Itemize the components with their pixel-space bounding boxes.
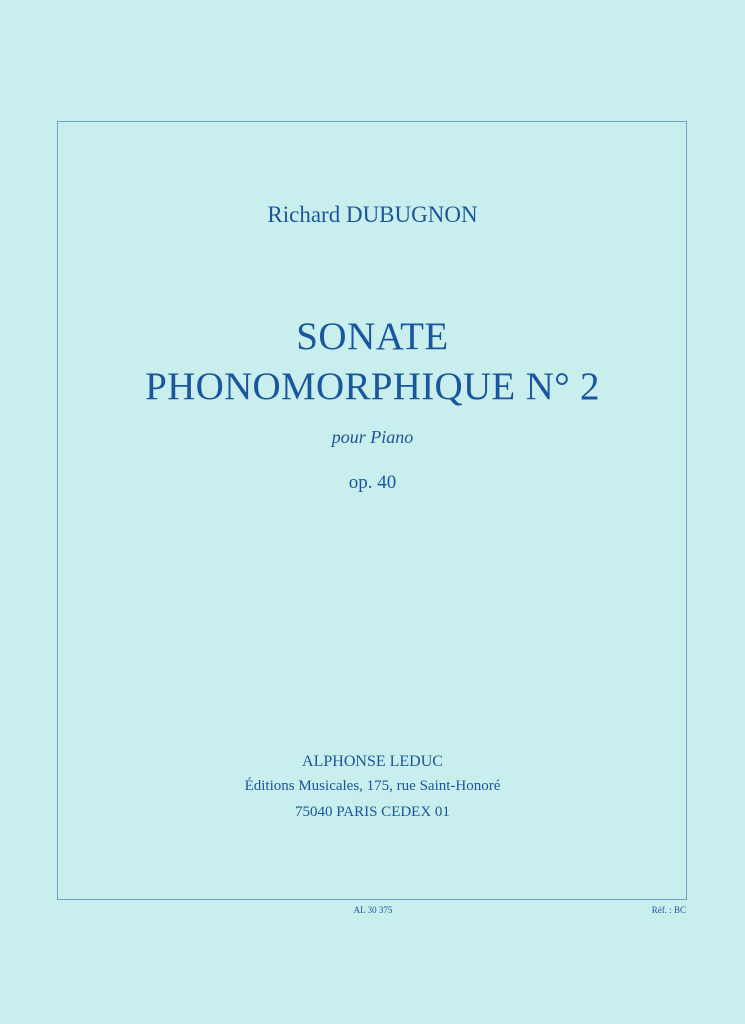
composer-name: Richard DUBUGNON: [267, 202, 478, 227]
opus-number: op. 40: [348, 472, 397, 493]
title-line-2: PHONOMORPHIQUE N° 2: [145, 365, 600, 408]
instrumentation-subtitle: pour Piano: [331, 427, 414, 447]
plate-number: AL 30 375: [353, 905, 393, 915]
title-line-1: SONATE: [296, 315, 449, 358]
reference-code: Réf. : BC: [651, 905, 686, 915]
publisher-city: 75040 PARIS CEDEX 01: [295, 804, 450, 820]
publisher-name: ALPHONSE LEDUC: [302, 753, 443, 770]
publisher-address: Éditions Musicales, 175, rue Saint-Honoré: [244, 778, 501, 794]
